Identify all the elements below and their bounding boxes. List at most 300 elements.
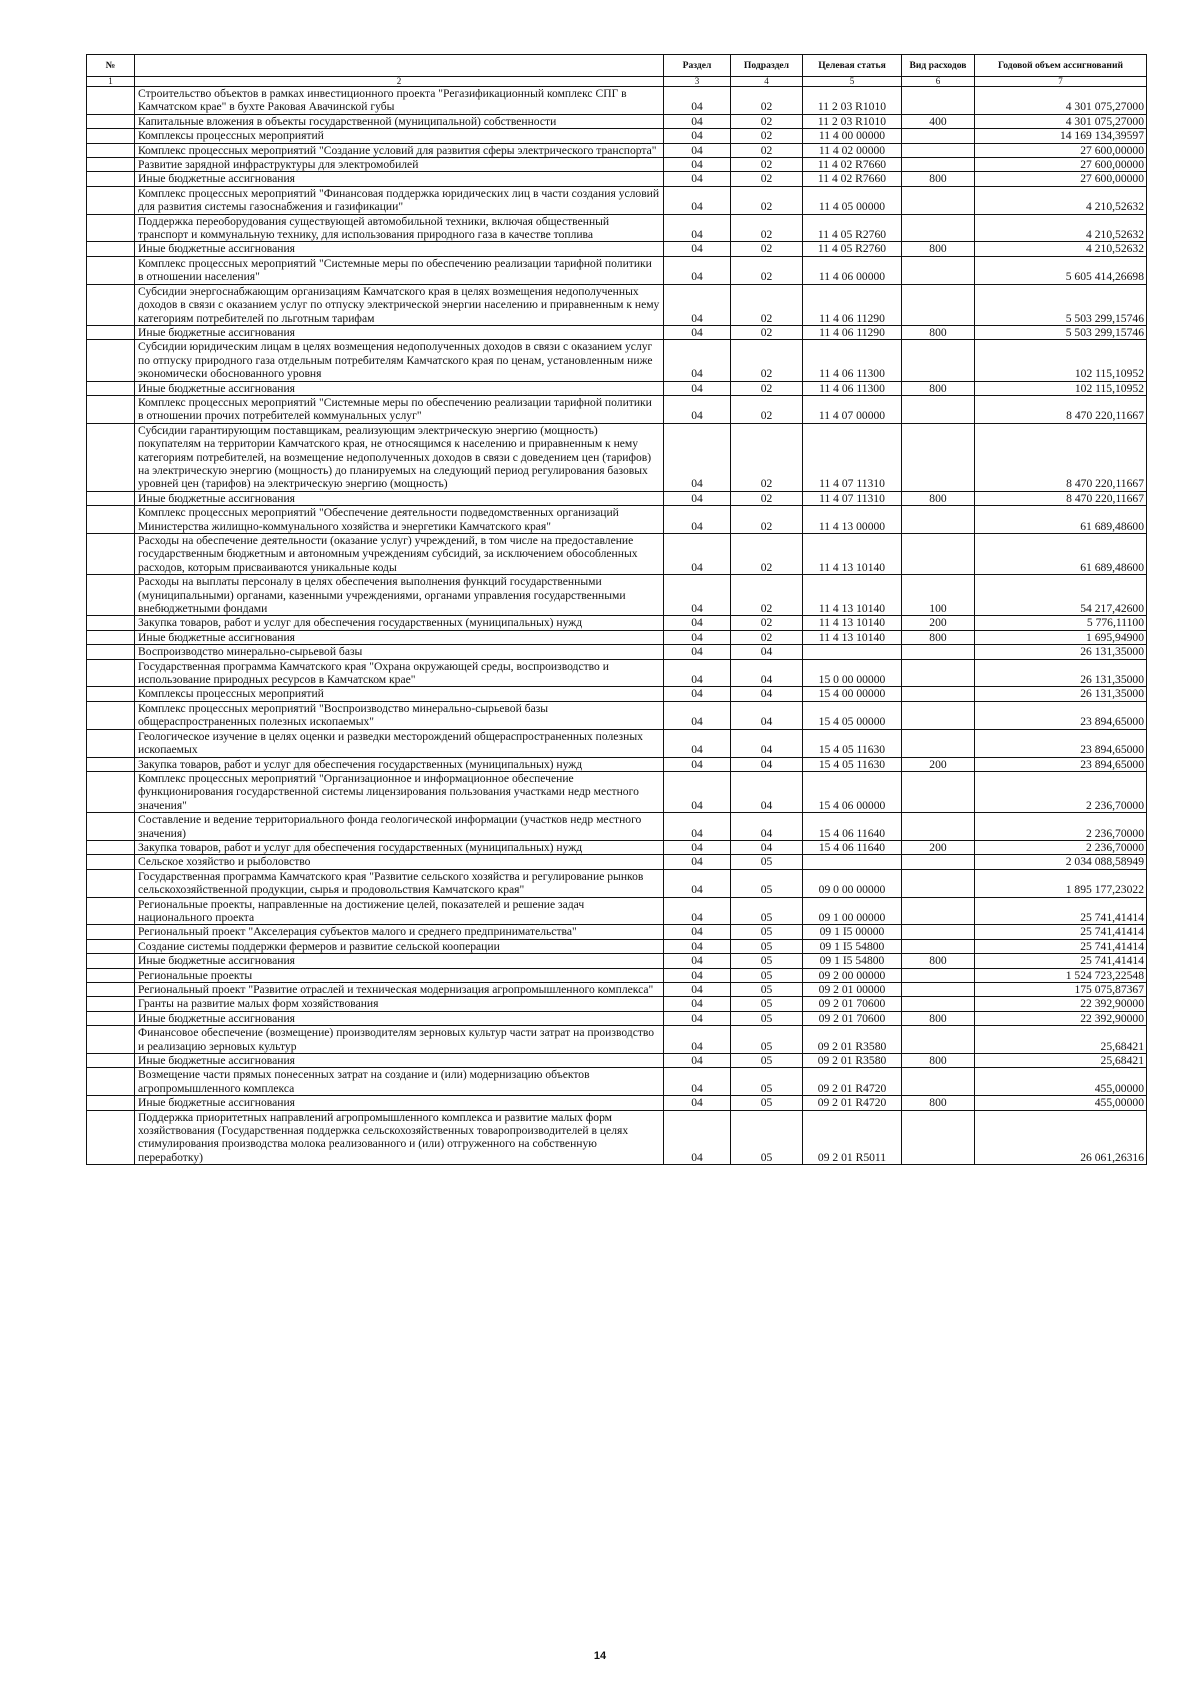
item-name: Иные бюджетные ассигнования	[135, 172, 664, 186]
razdel-code: 04	[664, 158, 731, 172]
podrazdel-code: 02	[731, 186, 803, 214]
table-row	[87, 855, 1147, 869]
table-row	[87, 423, 1147, 491]
row-number-cell	[87, 172, 135, 186]
table-row	[87, 1026, 1147, 1054]
expense-type	[902, 1026, 975, 1054]
target-article: 11 4 13 00000	[803, 506, 902, 534]
item-name: Иные бюджетные ассигнования	[135, 491, 664, 505]
razdel-code: 04	[664, 87, 731, 115]
item-name: Иные бюджетные ассигнования	[135, 381, 664, 395]
row-number-cell	[87, 534, 135, 575]
annual-amount: 23 894,65000	[975, 729, 1147, 757]
podrazdel-code: 02	[731, 87, 803, 115]
annual-amount: 25,68421	[975, 1026, 1147, 1054]
podrazdel-code: 02	[731, 143, 803, 157]
header-col-index: 1	[87, 77, 135, 87]
expense-type	[902, 423, 975, 491]
podrazdel-code: 02	[731, 284, 803, 325]
target-article: 09 1 I5 54800	[803, 954, 902, 968]
table-row	[87, 757, 1147, 771]
annual-amount: 4 210,52632	[975, 214, 1147, 242]
row-number-cell	[87, 1110, 135, 1165]
razdel-code: 04	[664, 491, 731, 505]
item-name: Иные бюджетные ассигнования	[135, 1011, 664, 1025]
expense-type: 800	[902, 1011, 975, 1025]
podrazdel-code: 05	[731, 983, 803, 997]
row-number-cell	[87, 983, 135, 997]
target-article: 09 0 00 00000	[803, 869, 902, 897]
item-name: Комплекс процессных мероприятий "Системные меры по обеспечению реализации тарифной политики в отношении прочих потребителей коммунальных услуг"	[135, 395, 664, 423]
expense-type: 800	[902, 381, 975, 395]
razdel-code: 04	[664, 939, 731, 953]
annual-amount: 5 503 299,15746	[975, 284, 1147, 325]
target-article: 11 4 06 00000	[803, 256, 902, 284]
table-row	[87, 659, 1147, 687]
expense-type	[902, 87, 975, 115]
expense-type: 800	[902, 325, 975, 339]
razdel-code: 04	[664, 840, 731, 854]
header-col-index: 2	[135, 77, 664, 87]
expense-type: 800	[902, 491, 975, 505]
podrazdel-code: 04	[731, 659, 803, 687]
row-number-cell	[87, 143, 135, 157]
expense-type: 400	[902, 114, 975, 128]
annual-amount: 22 392,90000	[975, 997, 1147, 1011]
razdel-code: 04	[664, 506, 731, 534]
target-article: 09 2 01 70600	[803, 1011, 902, 1025]
target-article: 09 2 01 R3580	[803, 1026, 902, 1054]
item-name: Капитальные вложения в объекты государственной (муниципальной) собственности	[135, 114, 664, 128]
item-name: Составление и ведение территориального фонда геологической информации (участков недр местного значения)	[135, 813, 664, 841]
expense-type	[902, 143, 975, 157]
razdel-code: 04	[664, 897, 731, 925]
podrazdel-code: 04	[731, 701, 803, 729]
item-name: Субсидии энергоснабжающим организациям Камчатского края в целях возмещения недополученных доходов в связи с оказанием услуг по отпуску электрической энергии населению и приравненным к нему категориям потребителей по льготным тарифам	[135, 284, 664, 325]
expense-type	[902, 855, 975, 869]
podrazdel-code: 04	[731, 645, 803, 659]
target-article: 11 4 02 00000	[803, 143, 902, 157]
target-article: 11 4 13 10140	[803, 534, 902, 575]
target-article: 11 4 13 10140	[803, 630, 902, 644]
annual-amount: 54 217,42600	[975, 575, 1147, 616]
annual-amount: 5 605 414,26698	[975, 256, 1147, 284]
podrazdel-code: 04	[731, 840, 803, 854]
table-row	[87, 687, 1147, 701]
table-row	[87, 242, 1147, 256]
item-name: Комплекс процессных мероприятий "Воспроизводство минерально-сырьевой базы общераспространенных полезных ископаемых"	[135, 701, 664, 729]
item-name: Иные бюджетные ассигнования	[135, 954, 664, 968]
table-row	[87, 129, 1147, 143]
target-article: 09 1 I5 00000	[803, 925, 902, 939]
budget-table	[86, 54, 1147, 1165]
target-article: 11 4 00 00000	[803, 129, 902, 143]
annual-amount: 26 131,35000	[975, 645, 1147, 659]
annual-amount: 1 895 177,23022	[975, 869, 1147, 897]
podrazdel-code: 05	[731, 925, 803, 939]
table-row	[87, 997, 1147, 1011]
target-article: 15 4 05 11630	[803, 757, 902, 771]
table-row	[87, 172, 1147, 186]
row-number-cell	[87, 214, 135, 242]
row-number-cell	[87, 340, 135, 381]
table-row	[87, 506, 1147, 534]
header-name	[135, 55, 664, 77]
expense-type	[902, 1068, 975, 1096]
target-article: 15 4 06 11640	[803, 813, 902, 841]
target-article: 15 4 05 11630	[803, 729, 902, 757]
row-number-cell	[87, 423, 135, 491]
annual-amount: 2 034 088,58949	[975, 855, 1147, 869]
annual-amount: 4 301 075,27000	[975, 87, 1147, 115]
item-name: Развитие зарядной инфраструктуры для электромобилей	[135, 158, 664, 172]
header-number-row	[87, 77, 1147, 87]
annual-amount: 2 236,70000	[975, 771, 1147, 812]
row-number-cell	[87, 158, 135, 172]
item-name: Закупка товаров, работ и услуг для обеспечения государственных (муниципальных) нужд	[135, 757, 664, 771]
podrazdel-code: 05	[731, 1096, 803, 1110]
podrazdel-code: 04	[731, 771, 803, 812]
razdel-code: 04	[664, 129, 731, 143]
annual-amount: 25,68421	[975, 1054, 1147, 1068]
expense-type: 200	[902, 616, 975, 630]
target-article: 11 4 06 11300	[803, 381, 902, 395]
expense-type	[902, 506, 975, 534]
razdel-code: 04	[664, 1011, 731, 1025]
podrazdel-code: 04	[731, 687, 803, 701]
header-col-index: 3	[664, 77, 731, 87]
expense-type	[902, 813, 975, 841]
razdel-code: 04	[664, 687, 731, 701]
razdel-code: 04	[664, 925, 731, 939]
row-number-cell	[87, 1011, 135, 1025]
target-article: 09 2 01 R4720	[803, 1068, 902, 1096]
row-number-cell	[87, 757, 135, 771]
razdel-code: 04	[664, 869, 731, 897]
header-col-index: 5	[803, 77, 902, 87]
podrazdel-code: 04	[731, 729, 803, 757]
podrazdel-code: 02	[731, 534, 803, 575]
target-article: 09 1 I5 54800	[803, 939, 902, 953]
annual-amount: 455,00000	[975, 1068, 1147, 1096]
razdel-code: 04	[664, 659, 731, 687]
row-number-cell	[87, 284, 135, 325]
row-number-cell	[87, 491, 135, 505]
annual-amount: 23 894,65000	[975, 701, 1147, 729]
podrazdel-code: 02	[731, 242, 803, 256]
expense-type	[902, 534, 975, 575]
annual-amount: 22 392,90000	[975, 1011, 1147, 1025]
row-number-cell	[87, 242, 135, 256]
razdel-code: 04	[664, 340, 731, 381]
row-number-cell	[87, 1068, 135, 1096]
expense-type	[902, 687, 975, 701]
item-name: Комплекс процессных мероприятий "Обеспечение деятельности подведомственных организаций Министерства жилищно-коммунального хозяйства и энергетики Камчатского края"	[135, 506, 664, 534]
row-number-cell	[87, 939, 135, 953]
target-article: 11 4 05 R2760	[803, 214, 902, 242]
item-name: Сельское хозяйство и рыболовство	[135, 855, 664, 869]
item-name: Иные бюджетные ассигнования	[135, 242, 664, 256]
row-number-cell	[87, 87, 135, 115]
razdel-code: 04	[664, 855, 731, 869]
table-row	[87, 340, 1147, 381]
row-number-cell	[87, 381, 135, 395]
item-name: Закупка товаров, работ и услуг для обеспечения государственных (муниципальных) нужд	[135, 616, 664, 630]
podrazdel-code: 02	[731, 395, 803, 423]
item-name: Иные бюджетные ассигнования	[135, 325, 664, 339]
expense-type	[902, 645, 975, 659]
expense-type: 800	[902, 630, 975, 644]
razdel-code: 04	[664, 630, 731, 644]
item-name: Региональные проекты	[135, 968, 664, 982]
row-number-cell	[87, 813, 135, 841]
table-row	[87, 325, 1147, 339]
podrazdel-code: 05	[731, 855, 803, 869]
row-number-cell	[87, 1026, 135, 1054]
annual-amount: 102 115,10952	[975, 340, 1147, 381]
expense-type	[902, 869, 975, 897]
annual-amount: 27 600,00000	[975, 158, 1147, 172]
header-target-article: Целевая статья	[803, 55, 902, 77]
razdel-code: 04	[664, 645, 731, 659]
podrazdel-code: 02	[731, 256, 803, 284]
podrazdel-code: 05	[731, 1011, 803, 1025]
expense-type: 100	[902, 575, 975, 616]
item-name: Комплекс процессных мероприятий "Финансовая поддержка юридических лиц в части создания условий для развития системы газоснабжения и газификации"	[135, 186, 664, 214]
podrazdel-code: 02	[731, 616, 803, 630]
table-row	[87, 214, 1147, 242]
podrazdel-code: 02	[731, 506, 803, 534]
podrazdel-code: 05	[731, 1054, 803, 1068]
annual-amount: 25 741,41414	[975, 925, 1147, 939]
razdel-code: 04	[664, 423, 731, 491]
target-article	[803, 855, 902, 869]
annual-amount: 25 741,41414	[975, 939, 1147, 953]
table-row	[87, 701, 1147, 729]
target-article: 09 2 01 R5011	[803, 1110, 902, 1165]
expense-type	[902, 340, 975, 381]
row-number-cell	[87, 925, 135, 939]
razdel-code: 04	[664, 395, 731, 423]
table-row	[87, 158, 1147, 172]
table-body	[87, 87, 1147, 1165]
table-row	[87, 256, 1147, 284]
podrazdel-code: 05	[731, 1068, 803, 1096]
item-name: Расходы на обеспечение деятельности (оказание услуг) учреждений, в том числе на предоставление государственным бюджетным и автономным учреждениям субсидий, за исключением обособленных расходов, которым присваиваются уникальные коды	[135, 534, 664, 575]
expense-type	[902, 939, 975, 953]
table-row	[87, 897, 1147, 925]
header-annual-volume: Годовой объем ассигнований	[975, 55, 1147, 77]
table-row	[87, 186, 1147, 214]
target-article: 09 2 01 70600	[803, 997, 902, 1011]
expense-type	[902, 186, 975, 214]
podrazdel-code: 05	[731, 968, 803, 982]
target-article: 11 4 05 R2760	[803, 242, 902, 256]
target-article: 11 4 06 11300	[803, 340, 902, 381]
item-name: Воспроизводство минерально-сырьевой базы	[135, 645, 664, 659]
item-name: Поддержка приоритетных направлений агропромышленного комплекса и развитие малых форм хозяйствования (Государственная поддержка сельскохозяйственных товаропроизводителей в целях стимулирования производства молока реализованного и (или) отгруженного на собственную переработку)	[135, 1110, 664, 1165]
expense-type	[902, 701, 975, 729]
row-number-cell	[87, 1054, 135, 1068]
razdel-code: 04	[664, 757, 731, 771]
annual-amount: 27 600,00000	[975, 172, 1147, 186]
table-row	[87, 968, 1147, 982]
razdel-code: 04	[664, 968, 731, 982]
razdel-code: 04	[664, 997, 731, 1011]
table-row	[87, 114, 1147, 128]
annual-amount: 4 301 075,27000	[975, 114, 1147, 128]
expense-type	[902, 659, 975, 687]
table-row	[87, 840, 1147, 854]
annual-amount: 26 131,35000	[975, 687, 1147, 701]
target-article: 11 4 13 10140	[803, 575, 902, 616]
item-name: Расходы на выплаты персоналу в целях обеспечения выполнения функций государственными (муниципальными) органами, казенными учреждениями, органами управления государственными внебюджетными фондами	[135, 575, 664, 616]
item-name: Возмещение части прямых понесенных затрат на создание и (или) модернизацию объектов агропромышленного комплекса	[135, 1068, 664, 1096]
podrazdel-code: 02	[731, 325, 803, 339]
row-number-cell	[87, 840, 135, 854]
target-article: 11 4 07 11310	[803, 423, 902, 491]
razdel-code: 04	[664, 534, 731, 575]
annual-amount: 5 776,11100	[975, 616, 1147, 630]
target-article: 15 4 06 11640	[803, 840, 902, 854]
razdel-code: 04	[664, 813, 731, 841]
razdel-code: 04	[664, 325, 731, 339]
item-name: Комплекс процессных мероприятий "Системные меры по обеспечению реализации тарифной политики в отношении населения"	[135, 256, 664, 284]
annual-amount: 25 741,41414	[975, 897, 1147, 925]
table-row	[87, 1011, 1147, 1025]
header-col-index: 4	[731, 77, 803, 87]
item-name: Комплекс процессных мероприятий "Организационное и информационное обеспечение функционирования государственной системы лицензирования пользования участками недр местного значения"	[135, 771, 664, 812]
annual-amount: 14 169 134,39597	[975, 129, 1147, 143]
table-row	[87, 813, 1147, 841]
expense-type	[902, 158, 975, 172]
expense-type: 800	[902, 1096, 975, 1110]
annual-amount: 8 470 220,11667	[975, 491, 1147, 505]
podrazdel-code: 02	[731, 114, 803, 128]
item-name: Гранты на развитие малых форм хозяйствования	[135, 997, 664, 1011]
row-number-cell	[87, 129, 135, 143]
razdel-code: 04	[664, 983, 731, 997]
razdel-code: 04	[664, 256, 731, 284]
row-number-cell	[87, 630, 135, 644]
header-col-index: 6	[902, 77, 975, 87]
expense-type	[902, 395, 975, 423]
target-article: 09 2 00 00000	[803, 968, 902, 982]
annual-amount: 23 894,65000	[975, 757, 1147, 771]
row-number-cell	[87, 256, 135, 284]
expense-type	[902, 214, 975, 242]
table-row	[87, 575, 1147, 616]
header-col-index: 7	[975, 77, 1147, 87]
target-article: 09 2 01 R3580	[803, 1054, 902, 1068]
table-row	[87, 143, 1147, 157]
razdel-code: 04	[664, 381, 731, 395]
expense-type: 800	[902, 172, 975, 186]
annual-amount: 2 236,70000	[975, 840, 1147, 854]
razdel-code: 04	[664, 1054, 731, 1068]
podrazdel-code: 02	[731, 630, 803, 644]
podrazdel-code: 02	[731, 491, 803, 505]
item-name: Иные бюджетные ассигнования	[135, 630, 664, 644]
target-article: 15 4 05 00000	[803, 701, 902, 729]
row-number-cell	[87, 506, 135, 534]
annual-amount: 102 115,10952	[975, 381, 1147, 395]
annual-amount: 61 689,48600	[975, 506, 1147, 534]
expense-type	[902, 997, 975, 1011]
item-name: Региональный проект "Развитие отраслей и техническая модернизация агропромышленного комплекса"	[135, 983, 664, 997]
razdel-code: 04	[664, 114, 731, 128]
target-article: 09 2 01 R4720	[803, 1096, 902, 1110]
annual-amount: 8 470 220,11667	[975, 423, 1147, 491]
row-number-cell	[87, 997, 135, 1011]
annual-amount: 2 236,70000	[975, 813, 1147, 841]
table-row	[87, 645, 1147, 659]
table-row	[87, 630, 1147, 644]
podrazdel-code: 02	[731, 158, 803, 172]
target-article: 15 0 00 00000	[803, 659, 902, 687]
row-number-cell	[87, 855, 135, 869]
item-name: Комплексы процессных мероприятий	[135, 687, 664, 701]
razdel-code: 04	[664, 143, 731, 157]
table-row	[87, 983, 1147, 997]
podrazdel-code: 05	[731, 897, 803, 925]
expense-type	[902, 256, 975, 284]
expense-type	[902, 729, 975, 757]
row-number-cell	[87, 575, 135, 616]
item-name: Государственная программа Камчатского края "Охрана окружающей среды, воспроизводство и использование природных ресурсов в Камчатском крае"	[135, 659, 664, 687]
target-article: 11 4 13 10140	[803, 616, 902, 630]
item-name: Создание системы поддержки фермеров и развитие сельской кооперации	[135, 939, 664, 953]
item-name: Региональный проект "Акселерация субъектов малого и среднего предпринимательства"	[135, 925, 664, 939]
razdel-code: 04	[664, 214, 731, 242]
expense-type	[902, 129, 975, 143]
item-name: Субсидии гарантирующим поставщикам, реализующим электрическую энергию (мощность) покупателям на территории Камчатского края, не относящимся к населению и приравненным к нему категориям потребителей, на возмещение недополученных доходов в связи с доведением цен (тарифов) на электрическую энергию (мощность) до планируемых на следующий период регулирования базовых уровней цен (тарифов) на электрическую энергию (мощность)	[135, 423, 664, 491]
target-article: 11 4 07 00000	[803, 395, 902, 423]
expense-type	[902, 771, 975, 812]
item-name: Финансовое обеспечение (возмещение) производителям зерновых культур части затрат на производство и реализацию зерновых культур	[135, 1026, 664, 1054]
item-name: Субсидии юридическим лицам в целях возмещения недополученных доходов в связи с оказанием услуг по отпуску природного газа отдельным потребителям Камчатского края по ценам, установленным ниже экономически обоснованного уровня	[135, 340, 664, 381]
row-number-cell	[87, 395, 135, 423]
podrazdel-code: 05	[731, 869, 803, 897]
annual-amount: 27 600,00000	[975, 143, 1147, 157]
row-number-cell	[87, 687, 135, 701]
header-number: №	[87, 55, 135, 77]
target-article	[803, 645, 902, 659]
table-row	[87, 284, 1147, 325]
annual-amount: 26 131,35000	[975, 659, 1147, 687]
podrazdel-code: 04	[731, 813, 803, 841]
table-row	[87, 1096, 1147, 1110]
target-article: 11 4 02 R7660	[803, 172, 902, 186]
table-row	[87, 1068, 1147, 1096]
expense-type: 200	[902, 840, 975, 854]
item-name: Комплекс процессных мероприятий "Создание условий для развития сферы электрического транспорта"	[135, 143, 664, 157]
podrazdel-code: 05	[731, 939, 803, 953]
item-name: Комплексы процессных мероприятий	[135, 129, 664, 143]
row-number-cell	[87, 186, 135, 214]
item-name: Иные бюджетные ассигнования	[135, 1096, 664, 1110]
expense-type: 200	[902, 757, 975, 771]
row-number-cell	[87, 659, 135, 687]
row-number-cell	[87, 616, 135, 630]
podrazdel-code: 02	[731, 172, 803, 186]
razdel-code: 04	[664, 186, 731, 214]
table-row	[87, 616, 1147, 630]
header-podrazdel: Подраздел	[731, 55, 803, 77]
podrazdel-code: 02	[731, 575, 803, 616]
annual-amount: 61 689,48600	[975, 534, 1147, 575]
annual-amount: 175 075,87367	[975, 983, 1147, 997]
